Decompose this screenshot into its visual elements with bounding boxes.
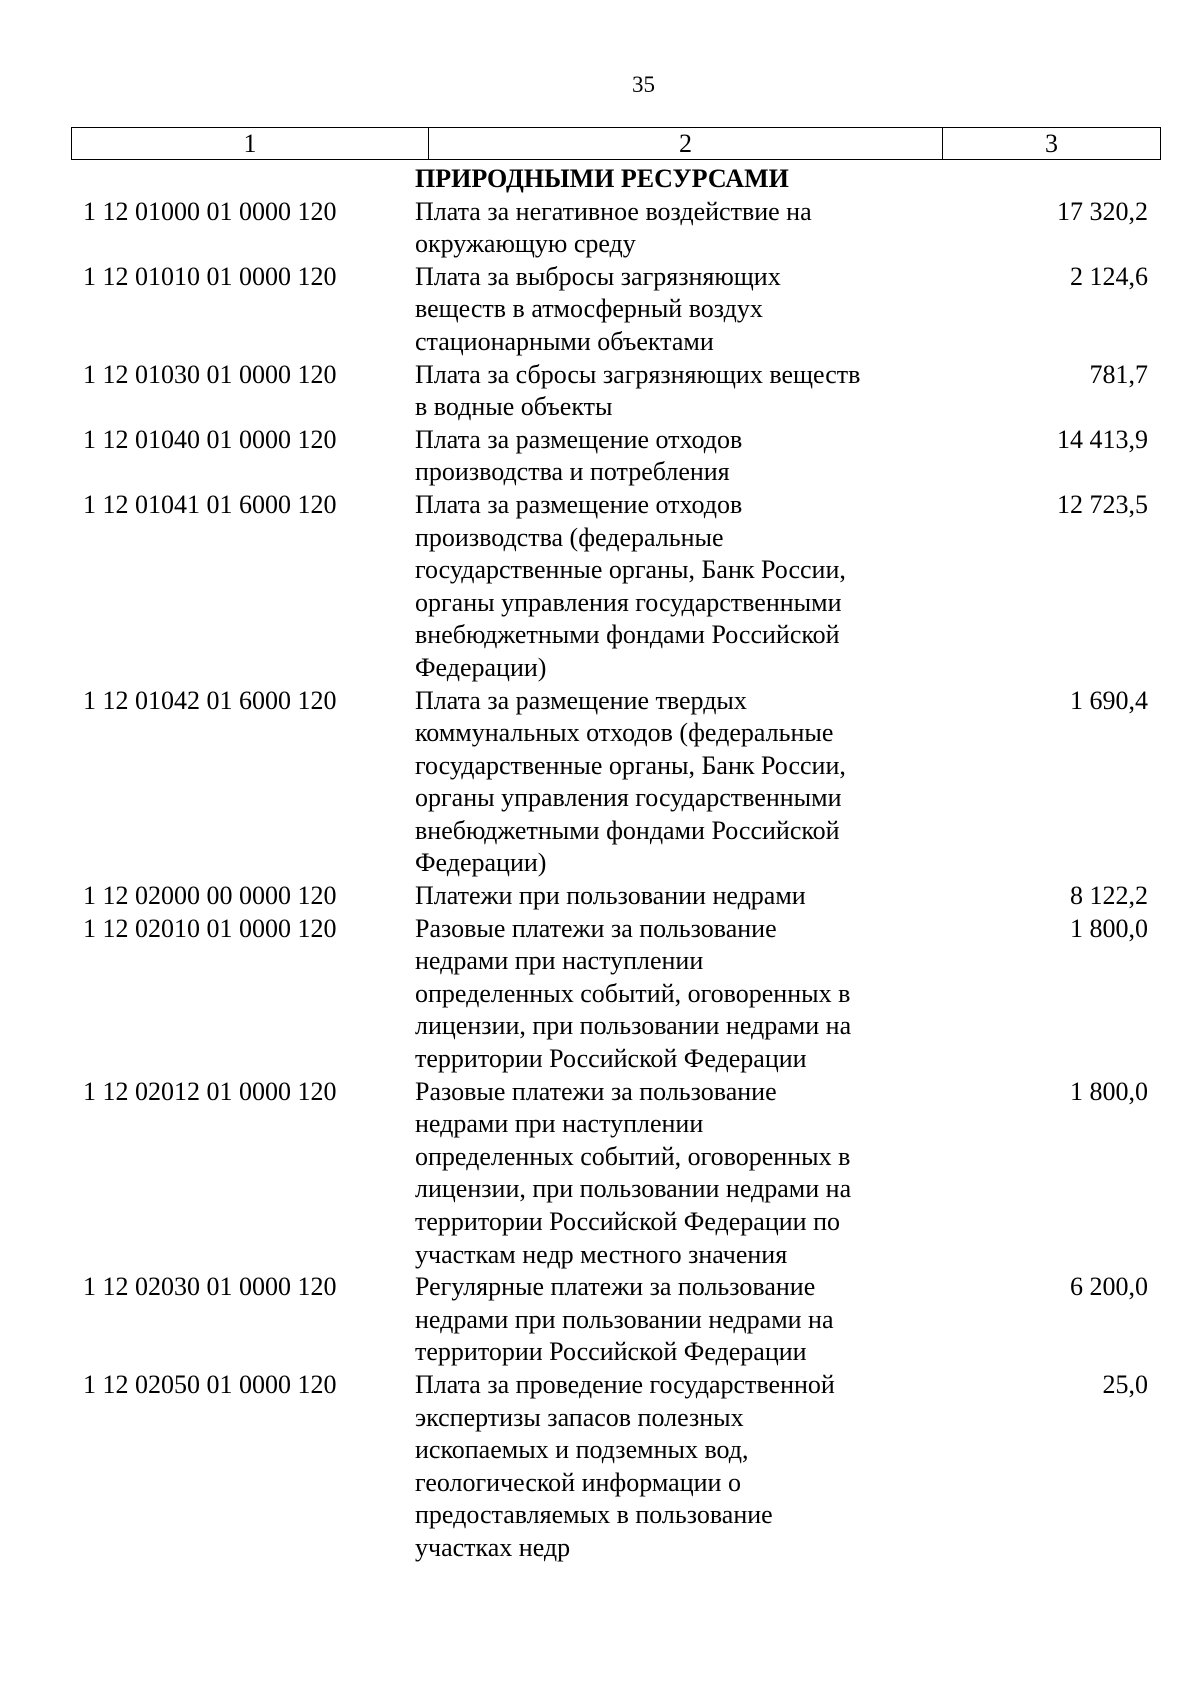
row-code: 1 12 02012 01 0000 120 [83,1076,337,1106]
table-row [71,913,1160,1076]
column-header-row [72,128,1161,160]
table-row [71,880,1160,913]
table-row [71,359,1160,424]
row-code: 1 12 02000 00 0000 120 [83,881,337,911]
section-heading-row [71,163,1160,196]
row-code: 1 12 01010 01 0000 120 [83,261,337,291]
column-header-2: 2 [429,128,943,160]
row-code: 1 12 01030 01 0000 120 [83,359,337,389]
row-name: Плата за размещение отходов производства и потребления [415,424,743,487]
table-row [71,196,1160,261]
row-value: 1 690,4 [1070,685,1148,715]
table-row [71,261,1160,359]
page-number: 35 [632,72,655,97]
row-value: 2 124,6 [1070,261,1148,291]
row-name: Плата за проведение государственной экспертизы запасов полезных ископаемых и подземных вод, геологической информации о предоставляемых в пользование участках недр [415,1369,835,1562]
row-value: 1 800,0 [1070,913,1148,943]
table-row [71,489,1160,685]
table-row [71,685,1160,881]
row-code: 1 12 01040 01 0000 120 [83,424,337,454]
table-row [71,1271,1160,1369]
row-name: Разовые платежи за пользование недрами при наступлении определенных событий, оговоренных в лицензии, при пользовании недрами на территории Российской Федерации [415,913,852,1074]
row-value: 17 320,2 [1057,196,1148,226]
row-value: 12 723,5 [1057,489,1148,519]
row-name: Плата за размещение отходов производства (федеральные государственные органы, Банк России, органы управления государственными внебюджетными фондами Российской Федерации) [415,489,846,682]
row-value: 781,7 [1089,359,1148,389]
row-code: 1 12 01042 01 6000 120 [83,685,337,715]
row-name: Плата за выбросы загрязняющих веществ в атмосферный воздух стационарными объектами [415,261,781,356]
row-value: 8 122,2 [1070,881,1148,911]
row-name: Регулярные платежи за пользование недрами при пользовании недрами на территории Российской Федерации [415,1272,834,1367]
column-header-3: 3 [943,128,1161,160]
section-heading: ПРИРОДНЫМИ РЕСУРСАМИ [415,164,789,193]
row-value: 25,0 [1102,1369,1148,1399]
row-name: Плата за негативное воздействие на окружающую среду [415,196,812,259]
row-value: 14 413,9 [1057,424,1148,454]
row-value: 6 200,0 [1070,1272,1148,1302]
row-name: Плата за сбросы загрязняющих веществ в водные объекты [415,359,861,422]
row-name: Плата за размещение твердых коммунальных отходов (федеральные государственные органы, Банк России, органы управления государственными внебюджетными фондами Российской Федерации) [415,685,846,878]
row-name: Разовые платежи за пользование недрами при наступлении определенных событий, оговоренных в лицензии, при пользовании недрами на территории Российской Федерации по участкам недр местного значения [415,1076,852,1269]
row-name: Платежи при пользовании недрами [415,881,806,911]
table-row [71,424,1160,489]
column-header-table [71,127,1161,160]
row-code: 1 12 01041 01 6000 120 [83,489,337,519]
table-row [71,1369,1160,1565]
column-header-1: 1 [72,128,429,160]
row-code: 1 12 02050 01 0000 120 [83,1369,337,1399]
row-code: 1 12 01000 01 0000 120 [83,196,337,226]
table-body [71,163,1160,1565]
row-code: 1 12 02010 01 0000 120 [83,913,337,943]
table-row [71,1076,1160,1272]
row-code: 1 12 02030 01 0000 120 [83,1272,337,1302]
row-value: 1 800,0 [1070,1076,1148,1106]
